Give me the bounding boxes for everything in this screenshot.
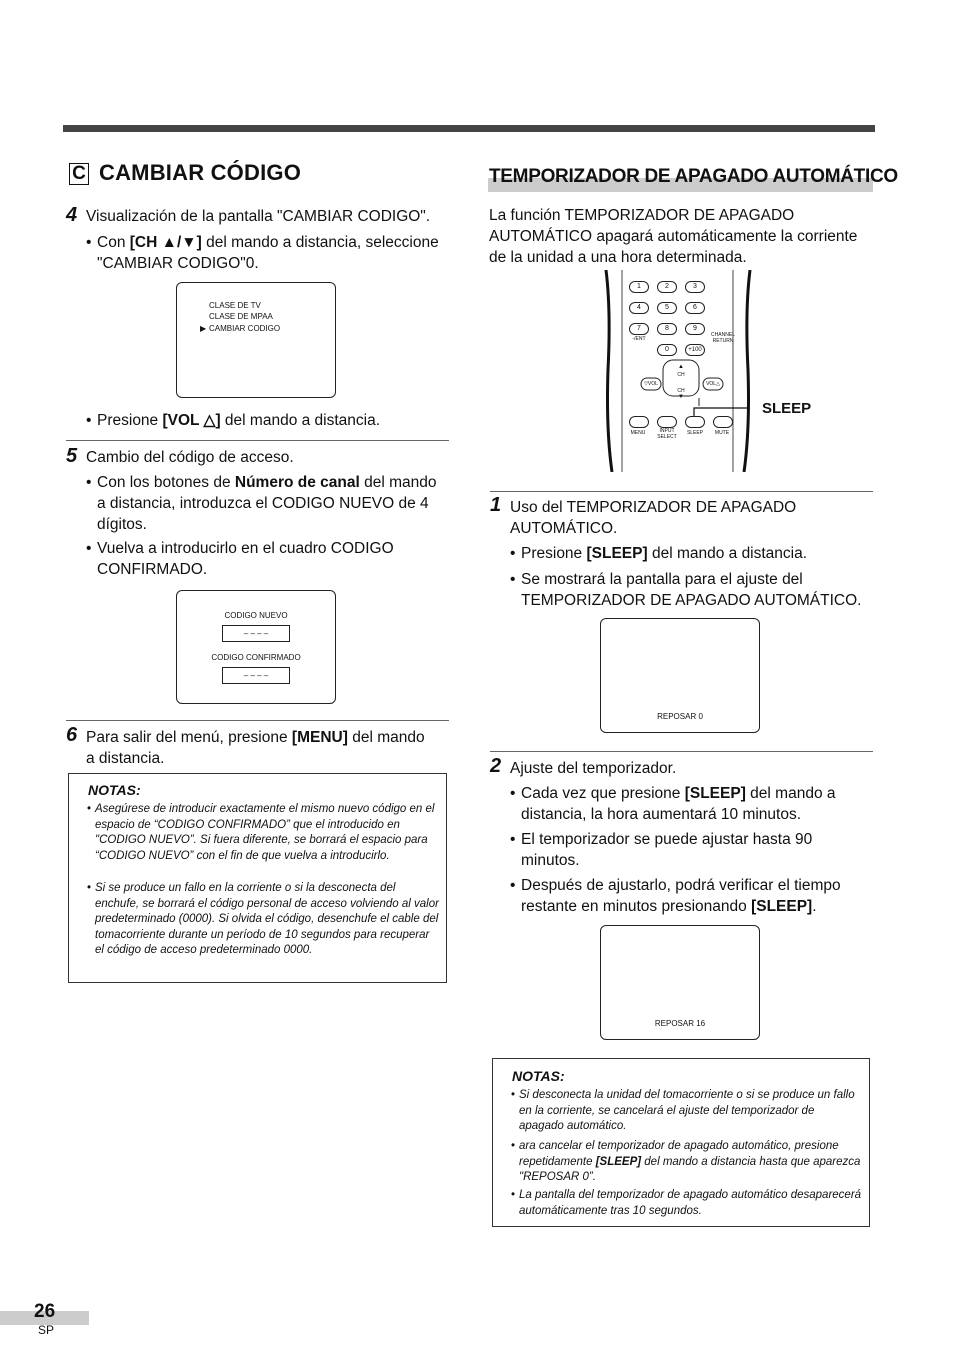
channel-return-label: CHANNEL RETURN: [711, 332, 735, 344]
new-code-field: – – – –: [222, 625, 290, 642]
bullet: • Con los botones de Número de canal del mando a distancia, introduzca el CODIGO NUEVO de 4 dígitos.: [97, 472, 437, 535]
ch-up-icon: ▲: [678, 364, 684, 370]
note-item: • Si se produce un fallo en la corriente o si la desconecta del enchufe, se borrará el código personal de acceso volviendo al valor predeterminado (0000). Si olvida el código, desenchufe el cable del tomacorriente durante un período de 10 segundos para recuperar el código de acceso predeterminado 0000.: [95, 881, 439, 959]
ent-label: -/ENT: [632, 336, 646, 342]
step-text: Uso del TEMPORIZADOR DE APAGADO AUTOMÁTICO.: [510, 499, 797, 537]
vol-up-label: VOL△: [706, 381, 720, 387]
key-0: 0: [657, 344, 677, 356]
section-title-cambiar-codigo: CAMBIAR CÓDIGO: [99, 160, 302, 185]
key-7: 7: [629, 323, 649, 335]
bullet: • Cada vez que presione [SLEEP] del mando a distancia, la hora aumentará 10 minutos.: [521, 783, 871, 825]
confirm-code-field: – – – –: [222, 667, 290, 684]
ch-down-icon: ▼: [678, 394, 684, 400]
tv-screen-menu: [176, 282, 336, 398]
step-number: 6: [66, 724, 78, 746]
note-item: • Si desconecta la unidad del tomacorriente o si se produce un fallo en la corriente, se cancelará el ajuste del temporizador de apagado automático.: [519, 1088, 862, 1135]
step-text: Visualización de la pantalla "CAMBIAR CODIGO".: [86, 208, 431, 225]
notes-box: [68, 773, 447, 983]
note-item: • Asegúrese de introducir exactamente el mismo nuevo código en el espacio de “CODIGO CONFIRMADO” que el introducido en "CODIGO NUEVO”. Si fuera diferente, se borrará el espacio para “CODIGO NUEVO” con el fin de que vuelva a introducirlo.: [95, 802, 439, 864]
step-number: 5: [66, 445, 78, 467]
input-select-label: INPUT SELECT: [657, 428, 677, 440]
sleep-screen-text: REPOSAR 0: [657, 712, 703, 721]
section-letter-box: C: [69, 163, 89, 185]
step-number: 4: [66, 204, 78, 226]
sleep-label: SLEEP: [686, 430, 704, 436]
page-number: 26: [34, 1301, 56, 1322]
menu-cursor-icon: ▶: [200, 324, 207, 333]
callout-line: [603, 270, 753, 472]
intro-text: La función TEMPORIZADOR DE APAGADO AUTOMÁTICO apagará automáticamente la corriente de la unidad a una hora determinada.: [489, 207, 858, 266]
key-9: 9: [685, 323, 705, 335]
notes-box: [492, 1058, 870, 1227]
code-label: CODIGO CONFIRMADO: [211, 653, 301, 662]
divider: [490, 751, 873, 752]
key-3: 3: [685, 281, 705, 293]
step-text: Para salir del menú, presione [MENU] del mando a distancia.: [86, 729, 425, 767]
bullet: • Vuelva a introducirlo en el cuadro CODIGO CONFIRMADO.: [97, 538, 437, 580]
section-title-temporizador: TEMPORIZADOR DE APAGADO AUTOMÁTICO: [489, 166, 898, 187]
vol-down-label: ▽VOL: [644, 381, 658, 387]
bullet: • Presione [SLEEP] del mando a distancia.: [521, 543, 871, 564]
step-number: 1: [490, 494, 502, 516]
key-plus100: +100: [685, 344, 705, 356]
divider: [490, 491, 873, 492]
menu-item: CLASE DE TV: [209, 301, 261, 310]
bullet: • Presione [VOL △] del mando a distancia.: [97, 410, 452, 431]
menu-label: MENU: [630, 430, 646, 436]
ch-label: CH: [677, 388, 685, 394]
bullet: • Después de ajustarlo, podrá verificar el tiempo restante en minutos presionando [SLEEP].: [521, 875, 873, 917]
tv-screen-code: [176, 590, 336, 704]
key-4: 4: [629, 302, 649, 314]
step-text: Ajuste del temporizador.: [510, 760, 677, 777]
code-label: CODIGO NUEVO: [224, 611, 288, 620]
bullet: • Con [CH ▲/▼] del mando a distancia, seleccione "CAMBIAR CODIGO"0.: [97, 232, 452, 274]
note-item: • ara cancelar el temporizador de apagado automático, presione repetidamente [SLEEP] del mando a distancia hasta que aparezca "REPOSAR 0”.: [519, 1139, 862, 1186]
key-5: 5: [657, 302, 677, 314]
divider: [66, 440, 449, 441]
step-number: 2: [490, 755, 502, 777]
ch-label: CH: [677, 372, 685, 378]
key-6: 6: [685, 302, 705, 314]
notes-heading: NOTAS:: [88, 782, 141, 798]
menu-item-selected: CAMBIAR CODIGO: [209, 324, 281, 333]
key-1: 1: [629, 281, 649, 293]
divider: [66, 720, 449, 721]
mute-label: MUTE: [714, 430, 730, 436]
top-rule: [63, 125, 875, 132]
sleep-screen-text: REPOSAR 16: [654, 1019, 706, 1028]
key-8: 8: [657, 323, 677, 335]
bullet: • El temporizador se puede ajustar hasta 90 minutos.: [521, 829, 861, 871]
bullet: • Se mostrará la pantalla para el ajuste del TEMPORIZADOR DE APAGADO AUTOMÁTICO.: [521, 569, 873, 611]
tv-screen-sleep-16: [600, 925, 760, 1040]
sleep-callout-label: SLEEP: [762, 400, 812, 417]
remote-illustration: [603, 270, 753, 472]
tv-screen-sleep-0: [600, 618, 760, 733]
note-item: • La pantalla del temporizador de apagado automático desaparecerá automáticamente tras 10 segundos.: [519, 1188, 862, 1219]
step-text: Cambio del código de acceso.: [86, 449, 294, 466]
key-2: 2: [657, 281, 677, 293]
language-code: SP: [38, 1323, 55, 1337]
menu-item: CLASE DE MPAA: [209, 312, 273, 321]
notes-heading: NOTAS:: [512, 1068, 565, 1084]
